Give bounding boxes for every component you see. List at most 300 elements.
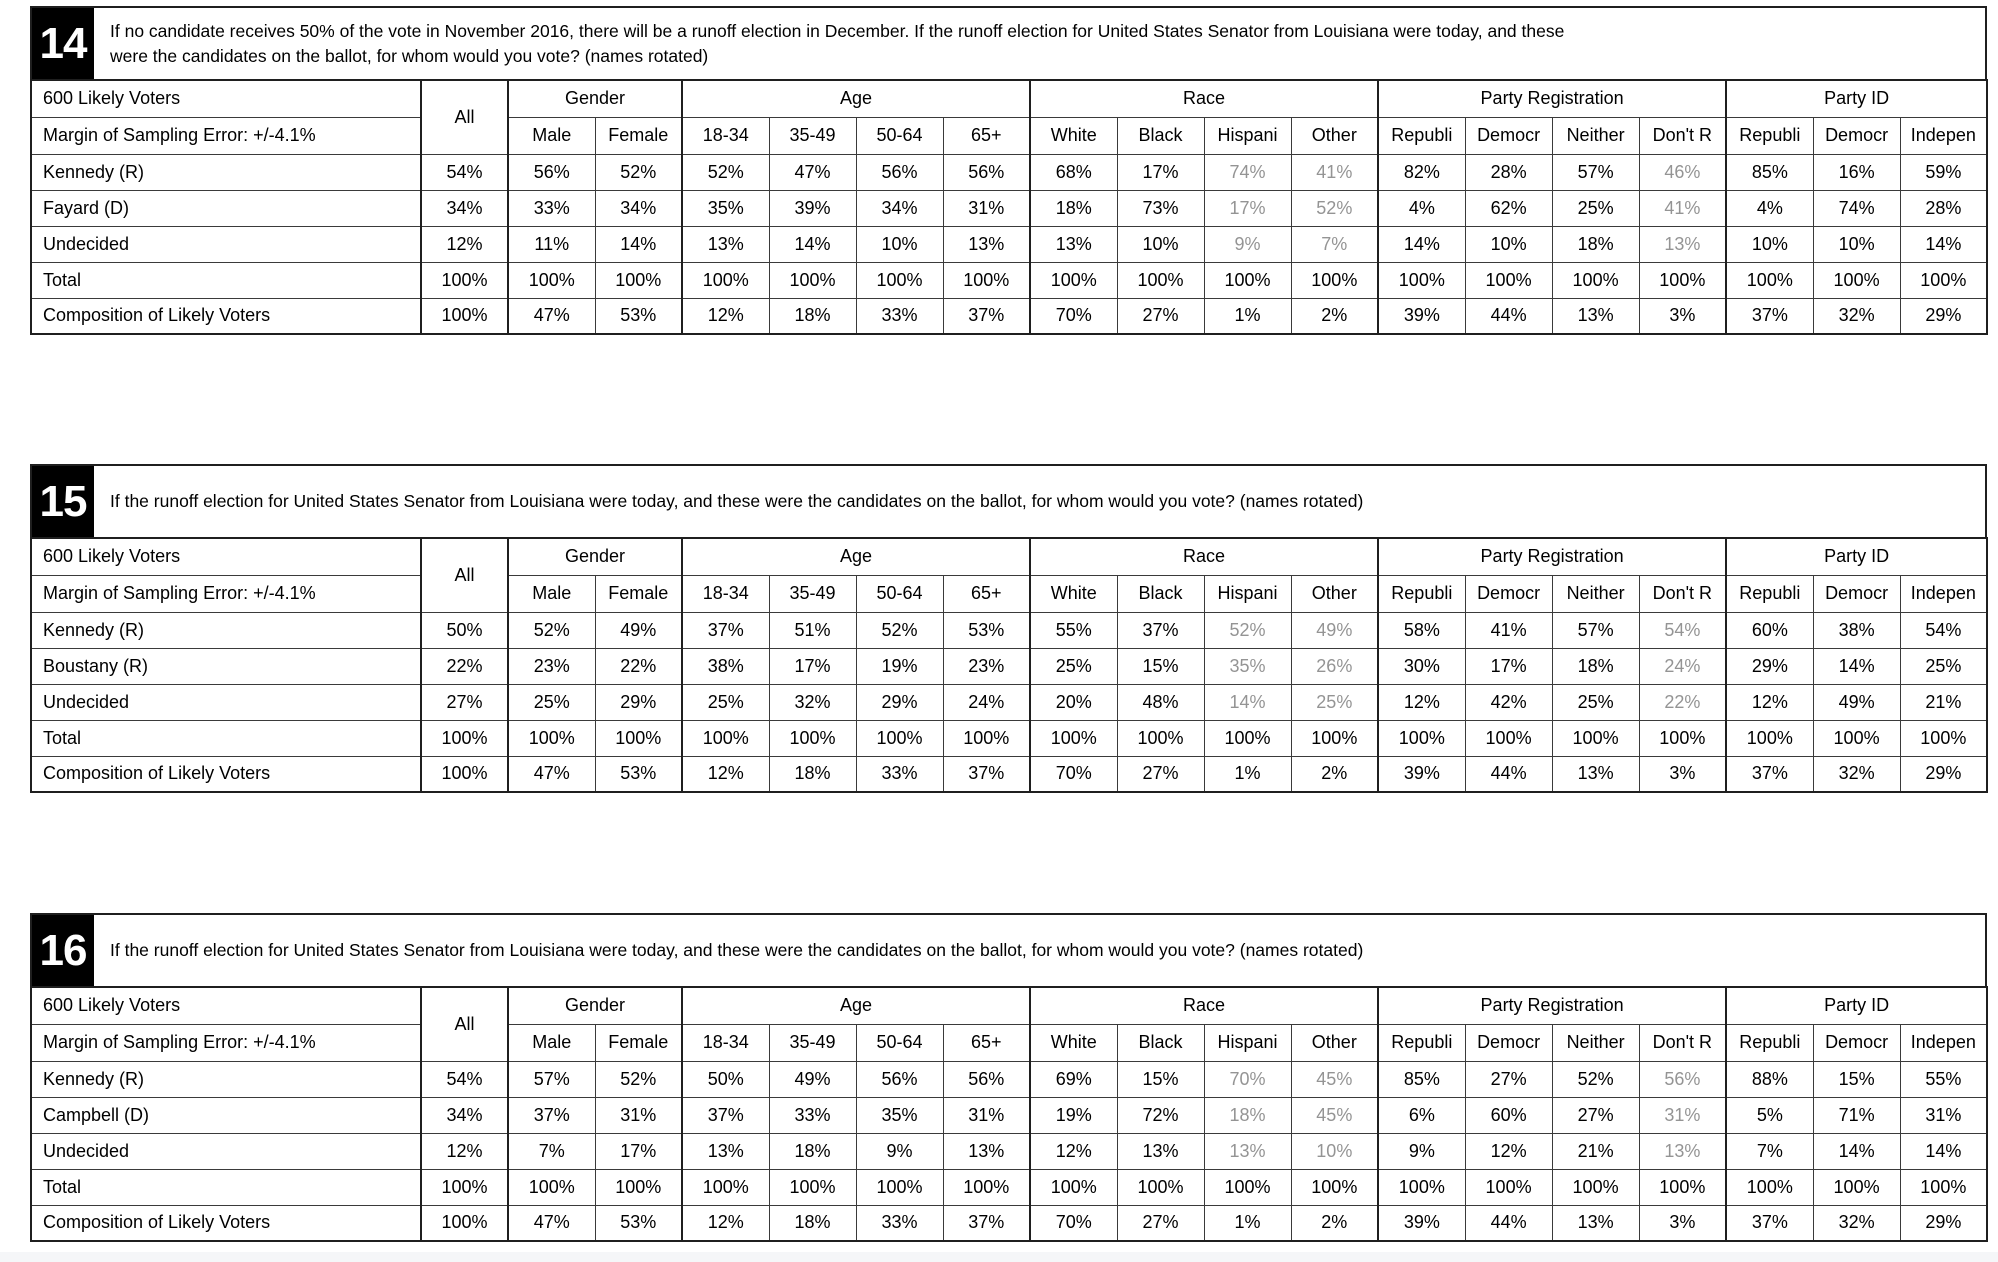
data-cell: 72% [1117, 1097, 1204, 1133]
table-row [31, 756, 1987, 792]
data-cell: 100% [508, 262, 595, 298]
data-cell: 27% [421, 684, 508, 720]
data-cell: 12% [682, 756, 769, 792]
data-cell: 25% [1291, 684, 1378, 720]
data-cell: 49% [769, 1061, 856, 1097]
row-label: Composition of Likely Voters [31, 1205, 421, 1241]
data-cell: 100% [1204, 720, 1291, 756]
table-row [31, 648, 1987, 684]
data-cell: 52% [1204, 612, 1291, 648]
sample-size-label: 600 Likely Voters [31, 987, 421, 1024]
data-cell: 12% [421, 226, 508, 262]
question-text-container [94, 8, 1985, 79]
column-header: Female [595, 117, 682, 154]
column-header: 65+ [943, 1024, 1030, 1061]
data-cell: 17% [1117, 154, 1204, 190]
group-header: Party Registration [1378, 80, 1726, 117]
data-cell: 21% [1900, 684, 1987, 720]
data-cell: 52% [1291, 190, 1378, 226]
data-cell: 22% [1639, 684, 1726, 720]
margin-of-error-label: Margin of Sampling Error: +/-4.1% [31, 117, 421, 154]
table-row [31, 226, 1987, 262]
data-cell: 100% [1726, 1169, 1813, 1205]
data-cell: 12% [1726, 684, 1813, 720]
data-cell: 25% [1552, 190, 1639, 226]
column-header: Don't R [1639, 1024, 1726, 1061]
data-cell: 46% [1639, 154, 1726, 190]
row-label: Undecided [31, 226, 421, 262]
data-cell: 100% [1465, 262, 1552, 298]
data-cell: 29% [856, 684, 943, 720]
data-cell: 100% [421, 298, 508, 334]
column-header: Neither [1552, 117, 1639, 154]
data-cell: 32% [1813, 1205, 1900, 1241]
data-cell: 17% [1465, 648, 1552, 684]
data-cell: 100% [1900, 720, 1987, 756]
data-cell: 100% [421, 720, 508, 756]
data-cell: 100% [421, 1205, 508, 1241]
data-cell: 25% [1552, 684, 1639, 720]
data-cell: 70% [1204, 1061, 1291, 1097]
column-header: Democr [1465, 1024, 1552, 1061]
table-row [31, 154, 1987, 190]
data-cell: 15% [1117, 1061, 1204, 1097]
data-cell: 7% [1291, 226, 1378, 262]
data-cell: 19% [1030, 1097, 1117, 1133]
data-cell: 12% [1465, 1133, 1552, 1169]
data-cell: 100% [1291, 262, 1378, 298]
data-cell: 9% [856, 1133, 943, 1169]
column-header: 50-64 [856, 575, 943, 612]
question-text: If no candidate receives 50% of the vote in November 2016, there will be a runoff election in December. If the runoff election for United States Senator from Louisiana were today, and these were the candidates on the ballot, for whom would you vote? (names rotated) [110, 21, 1565, 66]
data-cell: 16% [1813, 154, 1900, 190]
data-cell: 57% [1552, 154, 1639, 190]
group-header: Age [682, 80, 1030, 117]
row-label: Composition of Likely Voters [31, 756, 421, 792]
group-header: Gender [508, 987, 682, 1024]
data-cell: 29% [1726, 648, 1813, 684]
data-cell: 5% [1726, 1097, 1813, 1133]
column-header: 35-49 [769, 1024, 856, 1061]
data-cell: 29% [595, 684, 682, 720]
data-cell: 14% [769, 226, 856, 262]
data-cell: 41% [1465, 612, 1552, 648]
data-cell: 31% [943, 190, 1030, 226]
data-cell: 7% [508, 1133, 595, 1169]
data-cell: 9% [1378, 1133, 1465, 1169]
data-cell: 100% [1030, 720, 1117, 756]
column-header: 65+ [943, 575, 1030, 612]
data-cell: 100% [1465, 1169, 1552, 1205]
column-header: Neither [1552, 575, 1639, 612]
data-cell: 14% [595, 226, 682, 262]
question-block-14 [30, 6, 1987, 335]
data-cell: 27% [1552, 1097, 1639, 1133]
data-cell: 56% [856, 1061, 943, 1097]
data-cell: 56% [508, 154, 595, 190]
data-cell: 100% [1813, 1169, 1900, 1205]
column-header: Democr [1813, 575, 1900, 612]
data-cell: 25% [1900, 648, 1987, 684]
data-cell: 57% [508, 1061, 595, 1097]
row-label: Kennedy (R) [31, 612, 421, 648]
row-label: Fayard (D) [31, 190, 421, 226]
group-header: Party ID [1726, 80, 1987, 117]
column-header: Neither [1552, 1024, 1639, 1061]
data-cell: 18% [769, 1205, 856, 1241]
data-cell: 100% [769, 720, 856, 756]
group-header: Party Registration [1378, 538, 1726, 575]
margin-of-error-label: Margin of Sampling Error: +/-4.1% [31, 1024, 421, 1061]
data-cell: 37% [1726, 1205, 1813, 1241]
data-cell: 100% [769, 262, 856, 298]
data-cell: 100% [1639, 262, 1726, 298]
data-cell: 100% [508, 720, 595, 756]
row-label: Boustany (R) [31, 648, 421, 684]
row-label: Kennedy (R) [31, 1061, 421, 1097]
data-cell: 10% [1291, 1133, 1378, 1169]
table-row [31, 262, 1987, 298]
data-cell: 2% [1291, 1205, 1378, 1241]
data-cell: 10% [856, 226, 943, 262]
data-cell: 100% [1291, 720, 1378, 756]
data-cell: 27% [1117, 298, 1204, 334]
question-text: If the runoff election for United States Senator from Louisiana were today, and these were the candidates on the ballot, for whom would you vote? (names rotated) [110, 940, 1364, 961]
data-cell: 2% [1291, 756, 1378, 792]
data-cell: 56% [943, 1061, 1030, 1097]
page-bottom-strip [0, 1252, 1998, 1262]
data-cell: 18% [1204, 1097, 1291, 1133]
column-header: Democr [1465, 117, 1552, 154]
data-cell: 100% [1639, 1169, 1726, 1205]
column-header: Hispani [1204, 117, 1291, 154]
column-header: White [1030, 1024, 1117, 1061]
column-header-all: All [421, 987, 508, 1061]
column-header: 35-49 [769, 575, 856, 612]
question-text: If the runoff election for United States Senator from Louisiana were today, and these were the candidates on the ballot, for whom would you vote? (names rotated) [110, 491, 1364, 512]
table-row [31, 720, 1987, 756]
data-cell: 30% [1378, 648, 1465, 684]
data-cell: 21% [1552, 1133, 1639, 1169]
data-cell: 34% [595, 190, 682, 226]
data-cell: 47% [508, 298, 595, 334]
data-cell: 62% [1465, 190, 1552, 226]
data-cell: 3% [1639, 756, 1726, 792]
data-cell: 100% [1030, 1169, 1117, 1205]
data-cell: 100% [1378, 720, 1465, 756]
data-cell: 58% [1378, 612, 1465, 648]
data-cell: 34% [421, 1097, 508, 1133]
data-cell: 52% [1552, 1061, 1639, 1097]
data-cell: 12% [682, 1205, 769, 1241]
data-cell: 39% [1378, 298, 1465, 334]
data-cell: 13% [1204, 1133, 1291, 1169]
data-cell: 25% [1030, 648, 1117, 684]
data-cell: 50% [682, 1061, 769, 1097]
column-header: White [1030, 575, 1117, 612]
data-cell: 100% [508, 1169, 595, 1205]
data-cell: 10% [1726, 226, 1813, 262]
data-cell: 33% [769, 1097, 856, 1133]
column-header: Other [1291, 117, 1378, 154]
data-cell: 70% [1030, 756, 1117, 792]
data-cell: 100% [1204, 1169, 1291, 1205]
data-cell: 6% [1378, 1097, 1465, 1133]
data-cell: 100% [595, 262, 682, 298]
data-cell: 49% [1291, 612, 1378, 648]
data-cell: 56% [943, 154, 1030, 190]
data-cell: 100% [1378, 262, 1465, 298]
data-cell: 100% [595, 720, 682, 756]
sample-size-label: 600 Likely Voters [31, 80, 421, 117]
data-cell: 70% [1030, 298, 1117, 334]
data-cell: 13% [1639, 1133, 1726, 1169]
data-cell: 100% [421, 1169, 508, 1205]
data-cell: 35% [682, 190, 769, 226]
data-cell: 20% [1030, 684, 1117, 720]
column-header: Republi [1726, 117, 1813, 154]
data-cell: 56% [1639, 1061, 1726, 1097]
data-cell: 1% [1204, 1205, 1291, 1241]
data-cell: 14% [1900, 1133, 1987, 1169]
data-cell: 37% [1726, 298, 1813, 334]
data-cell: 34% [421, 190, 508, 226]
column-header: 18-34 [682, 1024, 769, 1061]
data-cell: 14% [1813, 648, 1900, 684]
data-cell: 18% [769, 756, 856, 792]
data-cell: 13% [1030, 226, 1117, 262]
column-header: Other [1291, 575, 1378, 612]
data-cell: 82% [1378, 154, 1465, 190]
data-cell: 100% [1465, 720, 1552, 756]
data-cell: 12% [1030, 1133, 1117, 1169]
table-row [31, 298, 1987, 334]
group-header: Race [1030, 80, 1378, 117]
data-cell: 37% [682, 612, 769, 648]
row-label: Kennedy (R) [31, 154, 421, 190]
column-header: 65+ [943, 117, 1030, 154]
column-header: Republi [1726, 575, 1813, 612]
question-block-16 [30, 913, 1987, 1242]
table-row [31, 684, 1987, 720]
data-cell: 37% [943, 298, 1030, 334]
data-cell: 100% [682, 1169, 769, 1205]
data-cell: 18% [1552, 648, 1639, 684]
data-cell: 15% [1117, 648, 1204, 684]
group-header: Gender [508, 80, 682, 117]
data-cell: 68% [1030, 154, 1117, 190]
column-header: 50-64 [856, 1024, 943, 1061]
column-header: Indepen [1900, 575, 1987, 612]
column-header: Republi [1378, 117, 1465, 154]
column-header: Black [1117, 117, 1204, 154]
column-header: Black [1117, 575, 1204, 612]
data-cell: 100% [1726, 720, 1813, 756]
table-row [31, 1097, 1987, 1133]
data-cell: 52% [682, 154, 769, 190]
data-cell: 57% [1552, 612, 1639, 648]
data-cell: 59% [1900, 154, 1987, 190]
data-cell: 55% [1900, 1061, 1987, 1097]
crosstab-table-16 [30, 986, 1988, 1242]
data-cell: 32% [1813, 298, 1900, 334]
data-cell: 3% [1639, 1205, 1726, 1241]
data-cell: 49% [1813, 684, 1900, 720]
data-cell: 13% [1552, 298, 1639, 334]
data-cell: 54% [421, 154, 508, 190]
data-cell: 39% [769, 190, 856, 226]
column-header: 18-34 [682, 575, 769, 612]
data-cell: 19% [856, 648, 943, 684]
data-cell: 29% [1900, 298, 1987, 334]
question-header [30, 6, 1987, 79]
data-cell: 34% [856, 190, 943, 226]
data-cell: 100% [595, 1169, 682, 1205]
data-cell: 100% [1030, 262, 1117, 298]
row-label: Undecided [31, 684, 421, 720]
column-header: 18-34 [682, 117, 769, 154]
data-cell: 13% [1117, 1133, 1204, 1169]
data-cell: 100% [1117, 1169, 1204, 1205]
margin-of-error-label: Margin of Sampling Error: +/-4.1% [31, 575, 421, 612]
data-cell: 24% [1639, 648, 1726, 684]
data-cell: 73% [1117, 190, 1204, 226]
data-cell: 13% [682, 226, 769, 262]
question-block-15 [30, 464, 1987, 793]
data-cell: 71% [1813, 1097, 1900, 1133]
row-label: Total [31, 1169, 421, 1205]
data-cell: 11% [508, 226, 595, 262]
data-cell: 48% [1117, 684, 1204, 720]
data-cell: 25% [508, 684, 595, 720]
table-row [31, 1205, 1987, 1241]
data-cell: 44% [1465, 1205, 1552, 1241]
data-cell: 100% [1813, 262, 1900, 298]
data-cell: 10% [1117, 226, 1204, 262]
data-cell: 12% [421, 1133, 508, 1169]
row-label: Total [31, 262, 421, 298]
group-header: Party ID [1726, 538, 1987, 575]
data-cell: 14% [1204, 684, 1291, 720]
column-header: Male [508, 1024, 595, 1061]
data-cell: 35% [856, 1097, 943, 1133]
data-cell: 33% [856, 298, 943, 334]
data-cell: 54% [1639, 612, 1726, 648]
data-cell: 51% [769, 612, 856, 648]
column-header: Republi [1378, 1024, 1465, 1061]
data-cell: 100% [856, 262, 943, 298]
data-cell: 31% [1900, 1097, 1987, 1133]
data-cell: 52% [595, 154, 682, 190]
data-cell: 52% [595, 1061, 682, 1097]
column-header-all: All [421, 538, 508, 612]
data-cell: 56% [856, 154, 943, 190]
data-cell: 47% [508, 1205, 595, 1241]
data-cell: 4% [1726, 190, 1813, 226]
data-cell: 12% [1378, 684, 1465, 720]
data-cell: 100% [856, 720, 943, 756]
data-cell: 100% [1552, 262, 1639, 298]
data-cell: 100% [682, 262, 769, 298]
column-header: Female [595, 1024, 682, 1061]
data-cell: 42% [1465, 684, 1552, 720]
data-cell: 31% [1639, 1097, 1726, 1133]
data-cell: 52% [508, 612, 595, 648]
group-header: Party Registration [1378, 987, 1726, 1024]
group-header: Race [1030, 987, 1378, 1024]
data-cell: 32% [1813, 756, 1900, 792]
data-cell: 1% [1204, 298, 1291, 334]
data-cell: 100% [1726, 262, 1813, 298]
table-row [31, 1169, 1987, 1205]
data-cell: 100% [943, 720, 1030, 756]
data-cell: 13% [1639, 226, 1726, 262]
column-header: Other [1291, 1024, 1378, 1061]
data-cell: 39% [1378, 1205, 1465, 1241]
table-row [31, 190, 1987, 226]
column-header: Black [1117, 1024, 1204, 1061]
data-cell: 29% [1900, 1205, 1987, 1241]
data-cell: 100% [943, 1169, 1030, 1205]
data-cell: 100% [1291, 1169, 1378, 1205]
group-header: Gender [508, 538, 682, 575]
question-text-container [94, 466, 1985, 537]
data-cell: 41% [1639, 190, 1726, 226]
data-cell: 32% [769, 684, 856, 720]
data-cell: 100% [1900, 1169, 1987, 1205]
question-text-container [94, 915, 1985, 986]
data-cell: 50% [421, 612, 508, 648]
data-cell: 18% [1552, 226, 1639, 262]
data-cell: 100% [421, 756, 508, 792]
data-cell: 41% [1291, 154, 1378, 190]
data-cell: 29% [1900, 756, 1987, 792]
data-cell: 45% [1291, 1061, 1378, 1097]
group-header: Age [682, 538, 1030, 575]
column-header: Hispani [1204, 1024, 1291, 1061]
column-header: Democr [1813, 1024, 1900, 1061]
data-cell: 14% [1813, 1133, 1900, 1169]
data-cell: 54% [1900, 612, 1987, 648]
data-cell: 60% [1726, 612, 1813, 648]
data-cell: 49% [595, 612, 682, 648]
data-cell: 100% [1552, 720, 1639, 756]
data-cell: 28% [1900, 190, 1987, 226]
group-header: Party ID [1726, 987, 1987, 1024]
data-cell: 13% [943, 1133, 1030, 1169]
data-cell: 2% [1291, 298, 1378, 334]
data-cell: 24% [943, 684, 1030, 720]
column-header: Indepen [1900, 117, 1987, 154]
column-header: 50-64 [856, 117, 943, 154]
data-cell: 28% [1465, 154, 1552, 190]
data-cell: 53% [595, 298, 682, 334]
data-cell: 37% [943, 756, 1030, 792]
data-cell: 53% [595, 756, 682, 792]
column-header: Female [595, 575, 682, 612]
data-cell: 100% [769, 1169, 856, 1205]
group-header: Age [682, 987, 1030, 1024]
data-cell: 1% [1204, 756, 1291, 792]
data-cell: 22% [421, 648, 508, 684]
data-cell: 3% [1639, 298, 1726, 334]
data-cell: 100% [1552, 1169, 1639, 1205]
data-cell: 37% [682, 1097, 769, 1133]
column-header: 35-49 [769, 117, 856, 154]
data-cell: 47% [769, 154, 856, 190]
data-cell: 15% [1813, 1061, 1900, 1097]
data-cell: 100% [943, 262, 1030, 298]
